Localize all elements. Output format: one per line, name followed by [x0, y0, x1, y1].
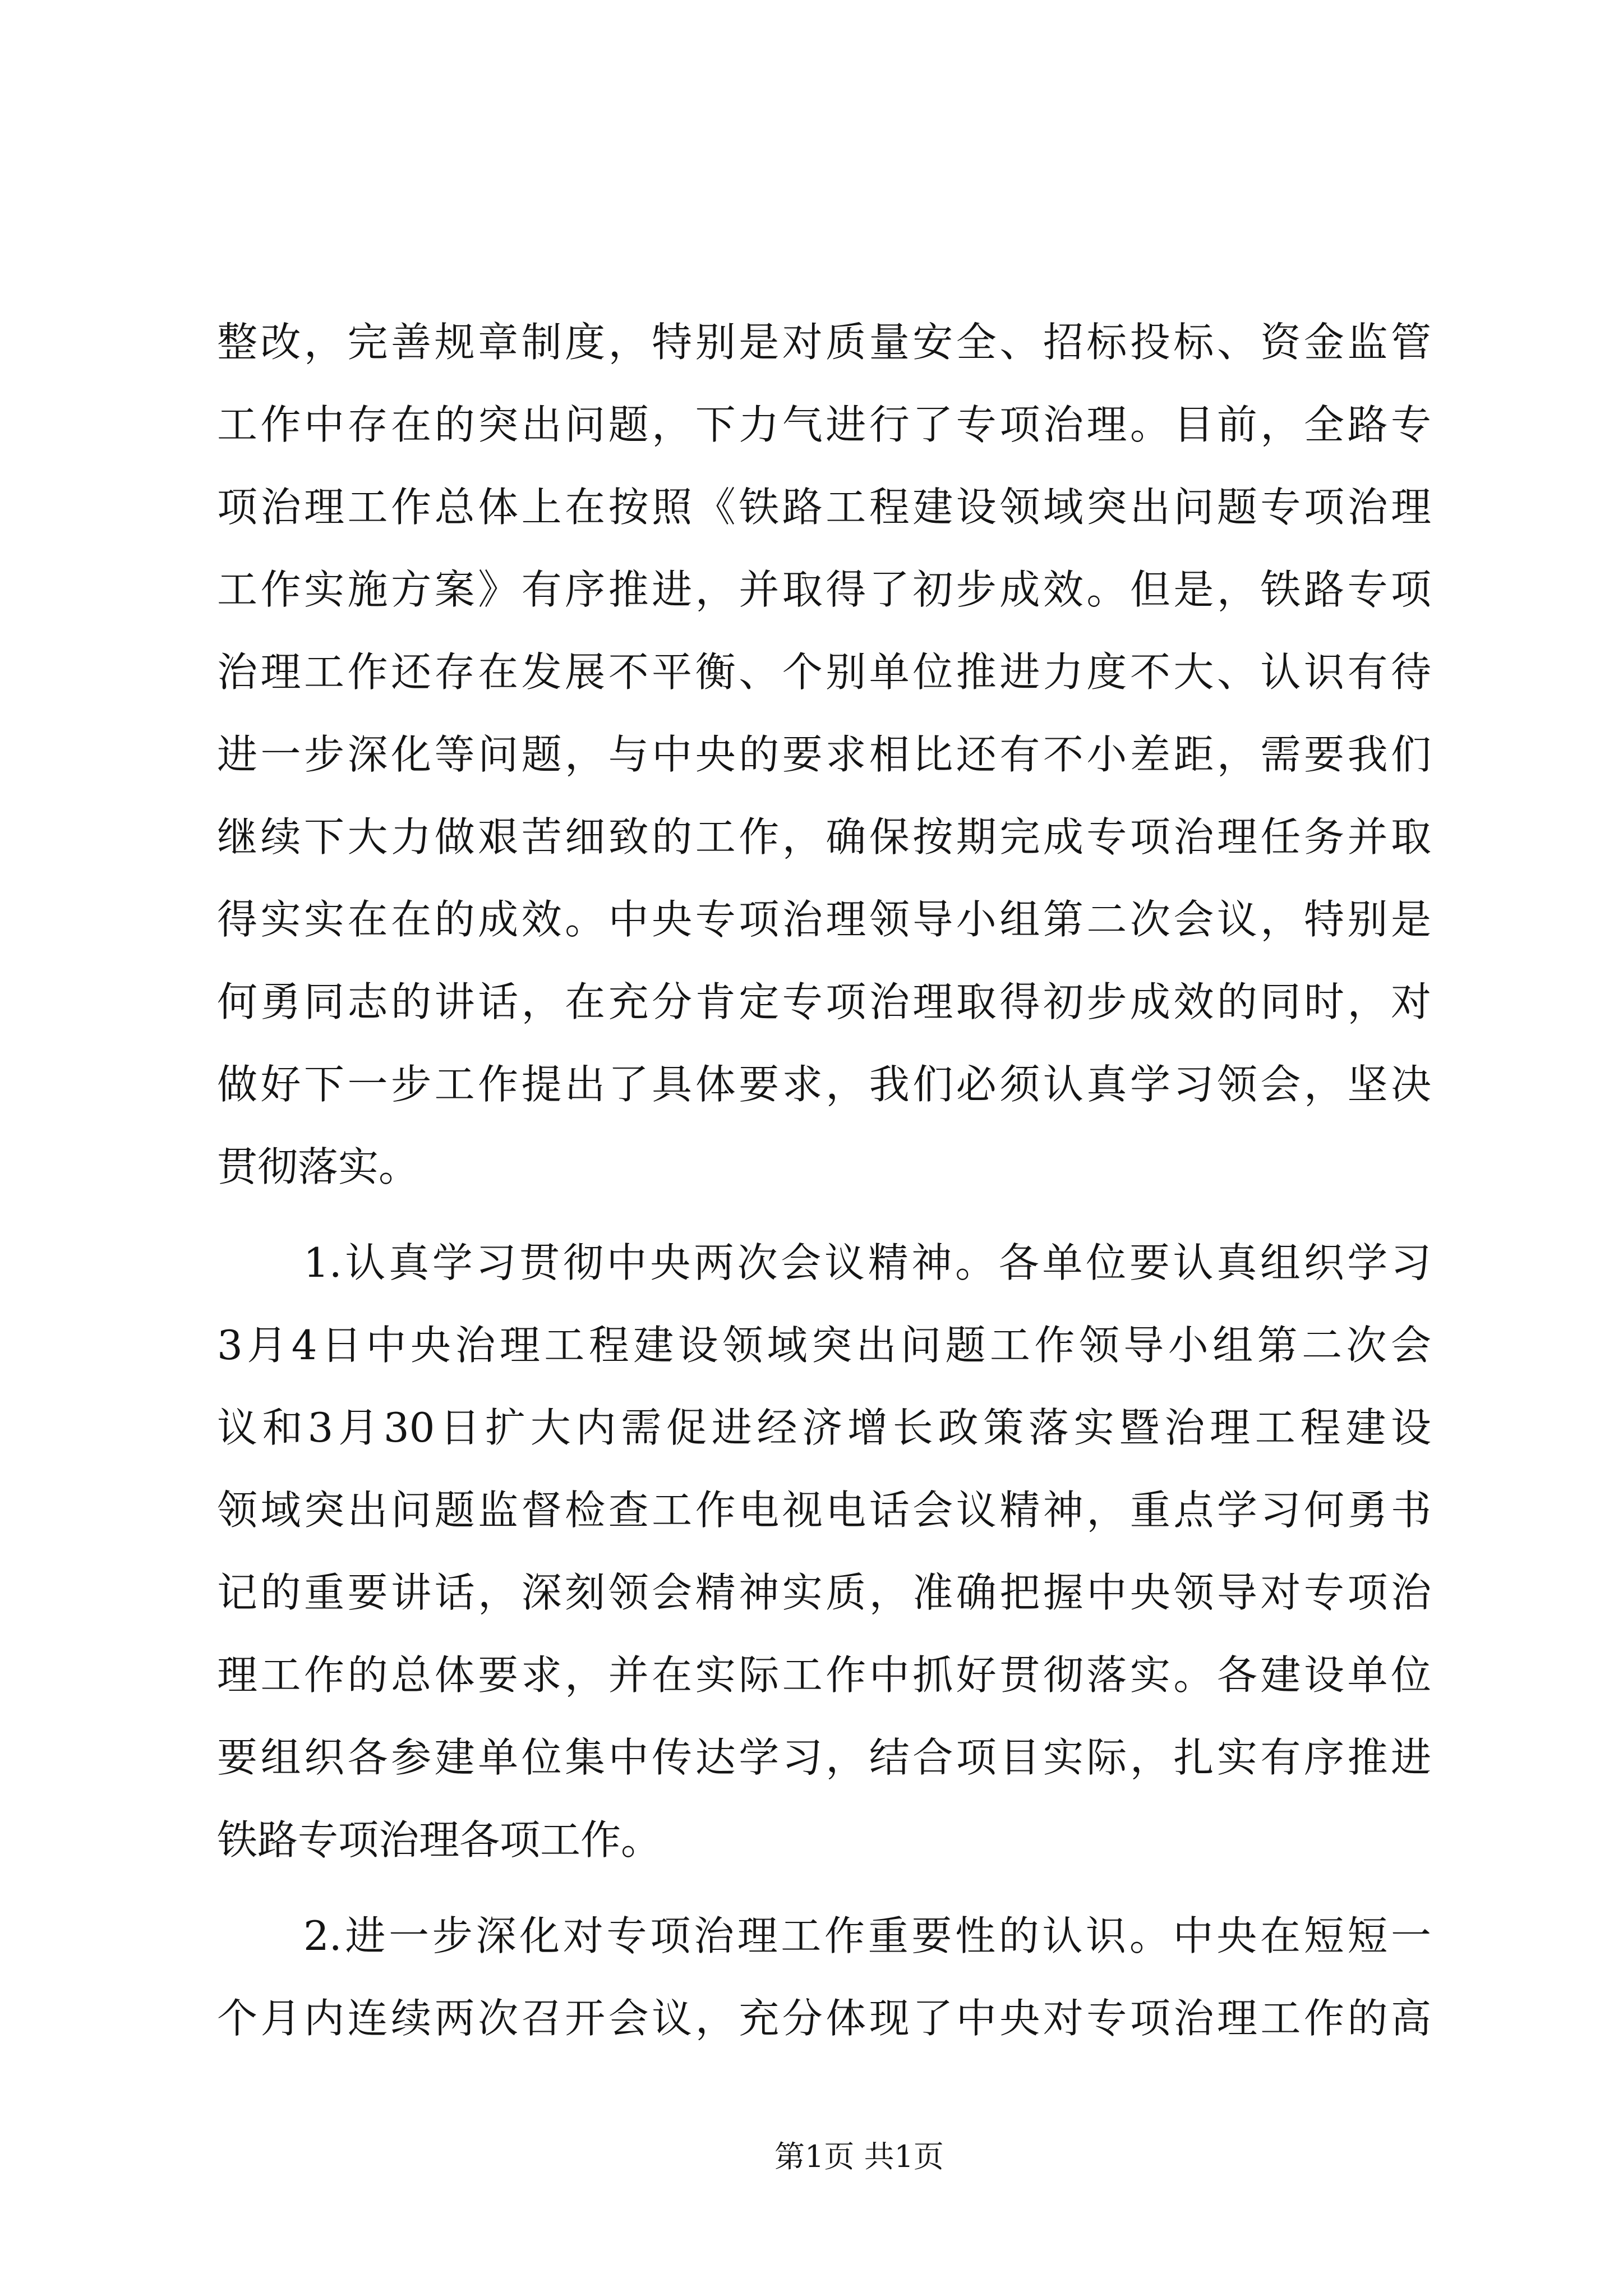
text-line: 何勇同志的讲话，在充分肯定专项治理取得初步成效的同时，对	[217, 978, 1431, 1025]
text-line: 整改，完善规章制度，特别是对质量安全、招标投标、资金监管	[217, 319, 1431, 366]
document-body	[217, 301, 1431, 2060]
text-line: 要组织各参建单位集中传达学习，结合项目实际，扎实有序推进	[217, 1734, 1431, 1781]
text-line: 治理工作还存在发展不平衡、个别单位推进力度不大、认识有待	[217, 648, 1431, 696]
text-line: 理工作的总体要求，并在实际工作中抓好贯彻落实。各建设单位	[217, 1651, 1431, 1699]
text-line: 工作中存在的突出问题，下力气进行了专项治理。目前，全路专	[217, 401, 1431, 448]
text-line: 工作实施方案》有序推进，并取得了初步成效。但是，铁路专项	[217, 566, 1431, 613]
text-line: 议和3月30日扩大内需促进经济增长政策落实暨治理工程建设	[217, 1404, 1431, 1451]
paragraph	[217, 1222, 1431, 1881]
paragraph	[217, 1895, 1431, 2060]
text-line: 记的重要讲话，深刻领会精神实质，准确把握中央领导对专项治	[217, 1569, 1431, 1616]
text-line: 得实实在在的成效。中央专项治理领导小组第二次会议，特别是	[217, 896, 1431, 943]
text-line: 2.进一步深化对专项治理工作重要性的认识。中央在短短一	[303, 1912, 1431, 1959]
text-line: 继续下大力做艰苦细致的工作，确保按期完成专项治理任务并取	[217, 813, 1431, 861]
text-line: 铁路专项治理各项工作。	[217, 1816, 662, 1864]
text-line: 领域突出问题监督检查工作电视电话会议精神，重点学习何勇书	[217, 1487, 1431, 1534]
text-line: 1.认真学习贯彻中央两次会议精神。各单位要认真组织学习	[303, 1239, 1431, 1286]
text-line: 做好下一步工作提出了具体要求，我们必须认真学习领会，坚决	[217, 1061, 1431, 1108]
text-line: 贯彻落实。	[217, 1143, 419, 1190]
text-line: 个月内连续两次召开会议，充分体现了中央对专项治理工作的高	[217, 1995, 1431, 2042]
paragraph	[217, 301, 1431, 1208]
text-line: 3月4日中央治理工程建设领域突出问题工作领导小组第二次会	[217, 1322, 1431, 1369]
text-line: 项治理工作总体上在按照《铁路工程建设领域突出问题专项治理	[217, 484, 1431, 531]
text-line: 进一步深化等问题，与中央的要求相比还有不小差距，需要我们	[217, 731, 1431, 778]
page-footer: 第1页 共1页	[774, 2139, 944, 2174]
